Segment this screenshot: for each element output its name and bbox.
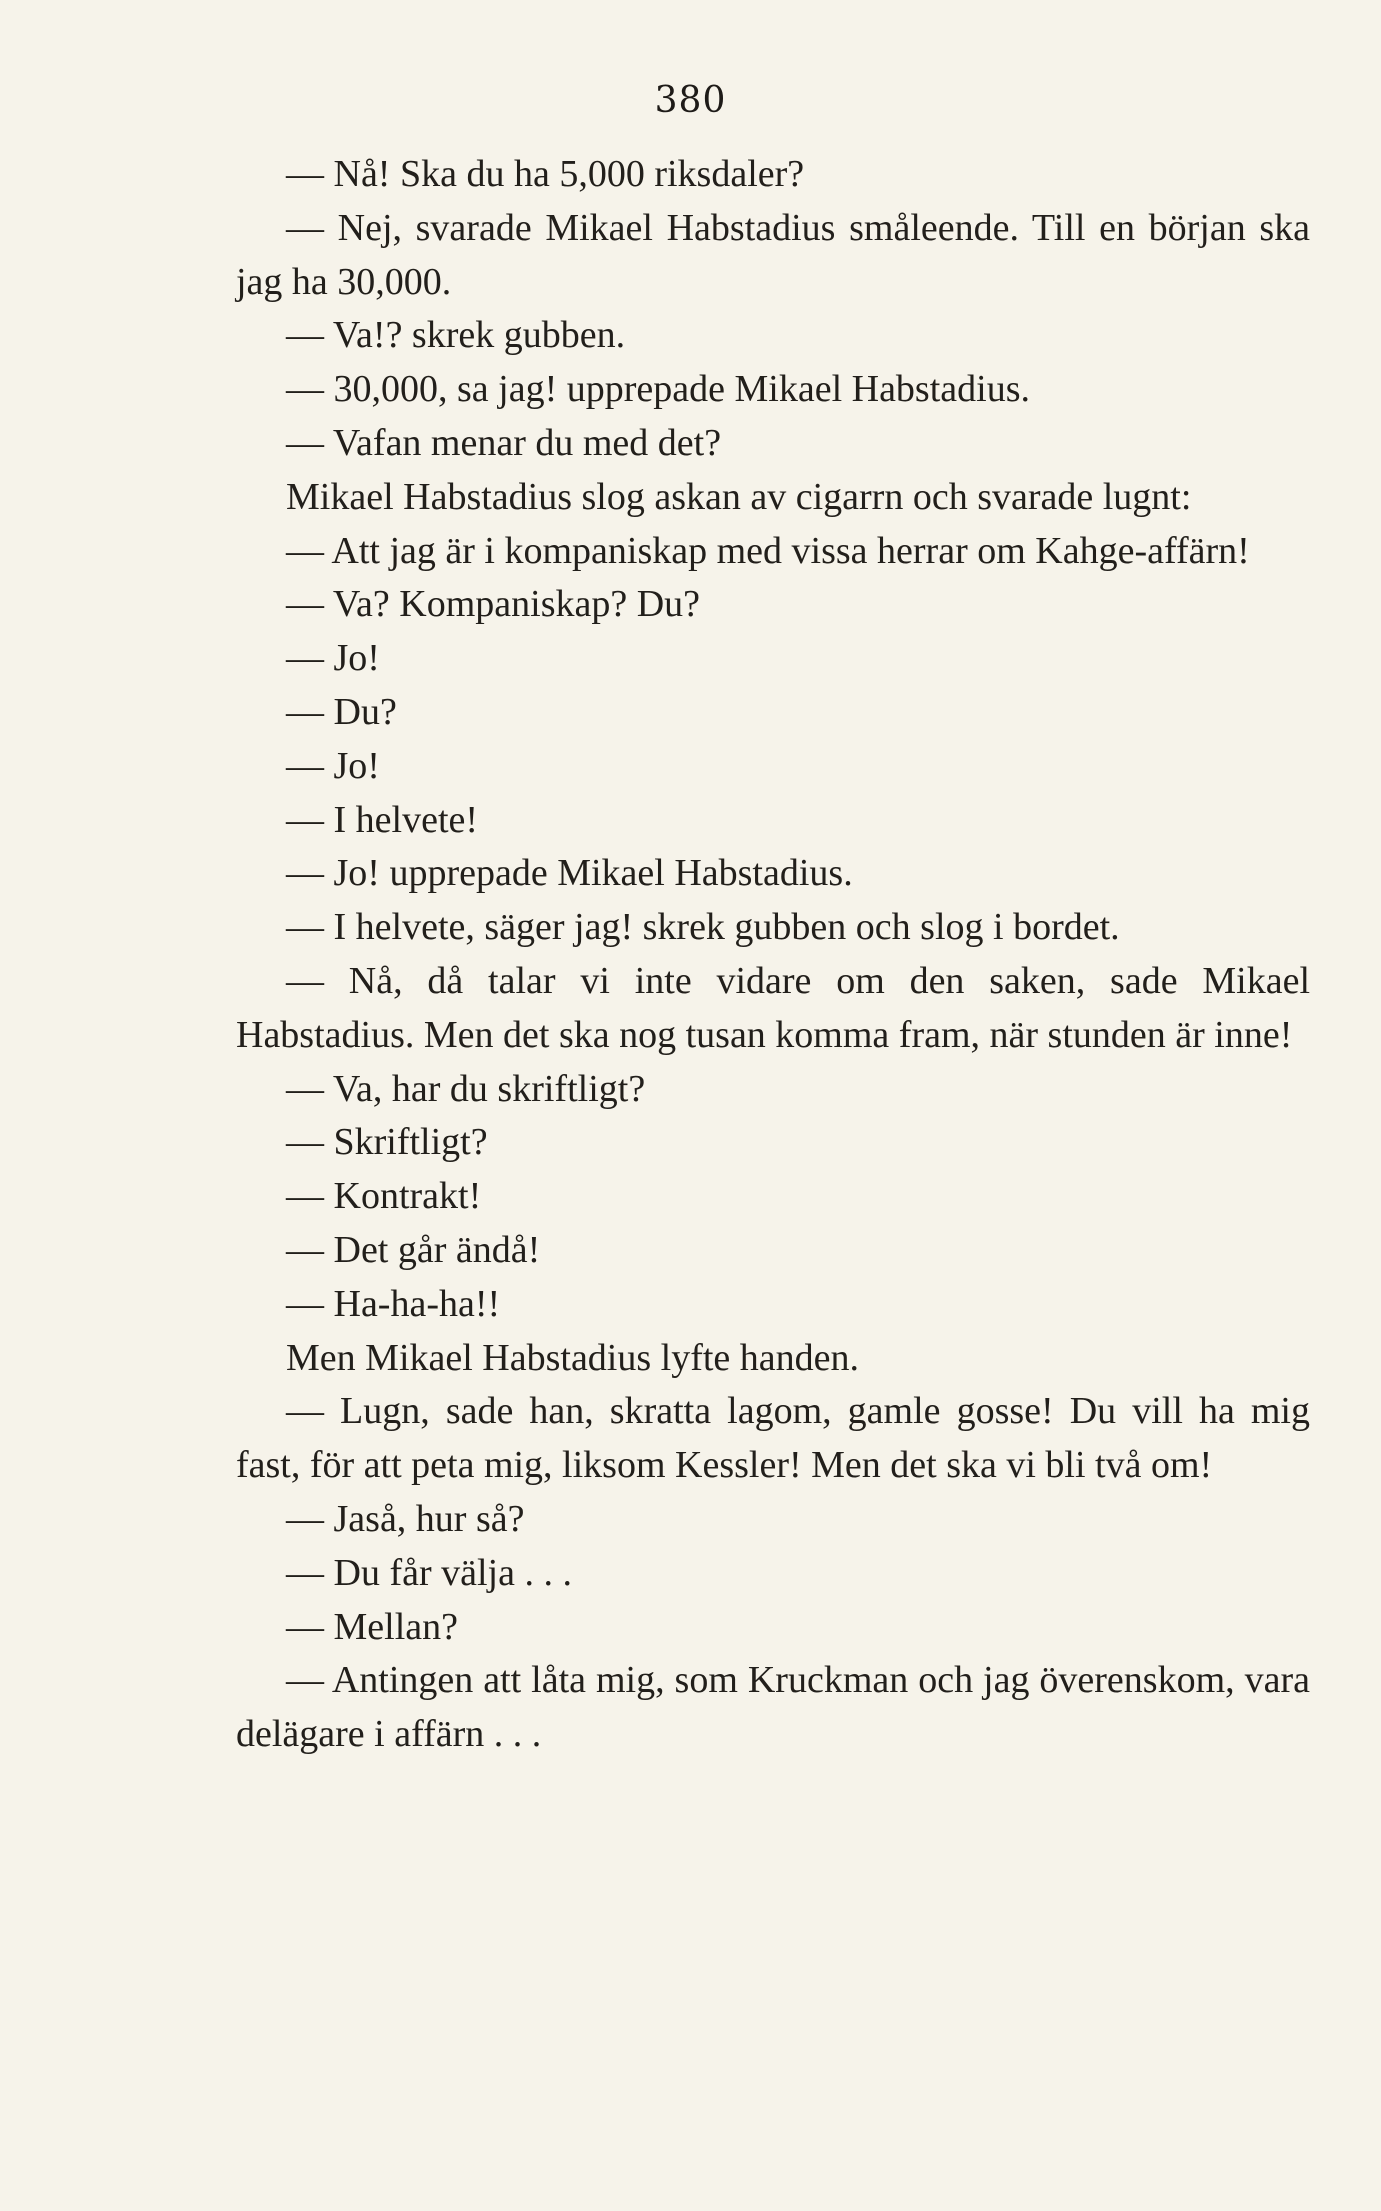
paragraph-14: — I helvete, säger jag! skrek gubben och slog i bordet.: [286, 906, 1120, 949]
paragraph-12: — I helvete!: [286, 798, 479, 841]
paragraph-24: — Du får välja . . .: [286, 1551, 572, 1594]
paragraph-15: — Nå, då talar vi inte vidare om den saken, sade Mikael Habstadius. Men det ska nog tusan komma fram, när stunden är inne!: [236, 959, 1310, 1056]
paragraph-25: — Mellan?: [286, 1605, 459, 1648]
paragraph-19: — Det går ändå!: [286, 1228, 541, 1271]
paragraph-6: Mikael Habstadius slog askan av cigarrn och svarade lugnt:: [286, 475, 1192, 518]
paragraph-23: — Jaså, hur så?: [286, 1497, 525, 1540]
paragraph-5: — Vafan menar du med det?: [286, 421, 722, 464]
paragraph-2: — Nej, svarade Mikael Habstadius småleende. Till en början ska jag ha 30,000.: [236, 206, 1310, 303]
paragraph-22: — Lugn, sade han, skratta lagom, gamle gosse! Du vill ha mig fast, för att peta mig, liksom Kessler! Men det ska vi bli två om!: [236, 1390, 1310, 1487]
paragraph-20: — Ha-ha-ha!!: [286, 1282, 501, 1325]
paragraph-11: — Jo!: [286, 744, 380, 787]
paragraph-17: — Skriftligt?: [286, 1121, 488, 1164]
page-number: 380: [654, 80, 727, 121]
paragraph-21: Men Mikael Habstadius lyfte handen.: [286, 1336, 860, 1379]
paragraph-26: — Antingen att låta mig, som Kruckman och jag överenskom, vara delägare i affärn . . .: [236, 1659, 1310, 1756]
paragraph-9: — Jo!: [286, 637, 380, 680]
paragraph-8: — Va? Kompaniskap? Du?: [286, 583, 701, 626]
paragraph-3: — Va!? skrek gubben.: [286, 314, 626, 357]
page-text: [236, 148, 1310, 1762]
paragraph-7: — Att jag är i kompaniskap med vissa herrar om Kahge-affärn!: [286, 529, 1250, 572]
paragraph-10: — Du?: [286, 690, 397, 733]
paragraph-4: — 30,000, sa jag! upprepade Mikael Habstadius.: [286, 368, 1030, 411]
paragraph-18: — Kontrakt!: [286, 1175, 482, 1218]
paragraph-16: — Va, har du skriftligt?: [286, 1067, 646, 1110]
paragraph-1: — Nå! Ska du ha 5,000 riksdaler?: [286, 153, 805, 195]
paragraph-13: — Jo! upprepade Mikael Habstadius.: [286, 852, 853, 895]
